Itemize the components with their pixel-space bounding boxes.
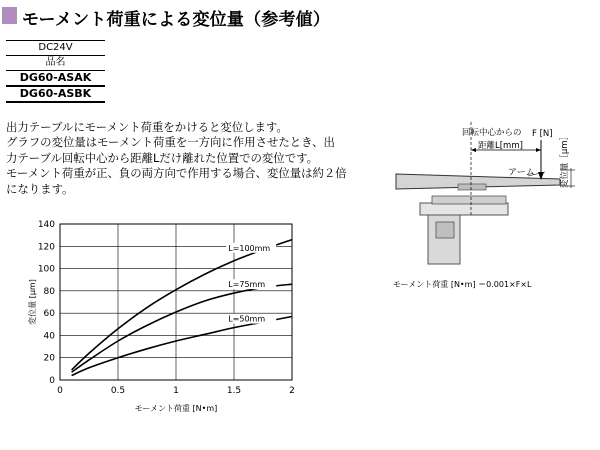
- series-label-1: L=75mm: [228, 280, 266, 290]
- description-line: モーメント荷重が正、負の両方向で作用する場合、変位量は約２倍: [6, 166, 347, 181]
- y-tick-label: 120: [37, 242, 55, 253]
- description-line: になります。: [6, 181, 74, 196]
- label-distance: 距離L[mm]: [478, 141, 523, 151]
- label-rotation-center: 回転中心からの: [462, 128, 522, 138]
- spec-voltage: DC24V: [6, 41, 105, 56]
- table-flange: [432, 196, 506, 204]
- y-tick-labels: [38, 220, 55, 386]
- x-tick-labels: [57, 386, 295, 396]
- y-tick-label: 100: [37, 264, 55, 275]
- y-tick-label: 80: [43, 286, 55, 297]
- series-label-0: L=100mm: [228, 243, 271, 253]
- dimension-arrow-right: [536, 148, 541, 152]
- description-line: グラフの変位量はモーメント荷重を一方向に作用させたとき、出: [6, 135, 335, 150]
- series-line-2: [72, 316, 292, 375]
- description-line: 出力テーブルにモーメント荷重をかけると変位します。: [6, 120, 288, 134]
- displacement-chart: [27, 220, 295, 413]
- rotary-table-diagram: [393, 122, 575, 289]
- description-line: 力テーブル回転中心から距離Lだけ離れた位置での変位です。: [6, 150, 318, 165]
- page-title: モーメント荷重による変位量（参考値）: [22, 10, 331, 30]
- label-arm: アーム: [508, 168, 535, 178]
- moment-formula: モーメント荷重 [N•m] ＝0.001×F×L: [393, 280, 532, 289]
- label-force: F [N]: [532, 129, 553, 139]
- y-tick-label: 60: [43, 309, 55, 320]
- spec-product-name-header: 品名: [6, 56, 105, 71]
- dimension-arrow-left: [471, 148, 476, 152]
- x-tick-label: 1.5: [226, 386, 242, 396]
- series-label-2: L=50mm: [228, 314, 266, 324]
- y-tick-label: 0: [49, 376, 55, 386]
- x-axis-label: モーメント荷重 [N•m]: [134, 404, 218, 413]
- mount-plate: [420, 203, 508, 215]
- spec-model-1: DG60-ASAK: [6, 71, 105, 87]
- label-displacement: 変位量［μm］: [560, 131, 570, 189]
- x-tick-label: 0.5: [110, 386, 126, 396]
- actuator-window: [436, 222, 454, 238]
- y-tick-label: 140: [37, 220, 55, 230]
- x-tick-label: 2: [289, 386, 295, 396]
- series-line-1: [72, 284, 292, 372]
- x-tick-label: 1: [173, 386, 179, 396]
- series-lines: [72, 240, 292, 376]
- spec-model-2: DG60-ASBK: [6, 86, 105, 102]
- y-tick-label: 20: [43, 353, 55, 364]
- y-tick-label: 40: [43, 331, 55, 342]
- x-tick-label: 0: [57, 386, 63, 396]
- y-axis-label: 変位量 [μm]: [28, 279, 37, 325]
- arm-hub: [458, 184, 486, 190]
